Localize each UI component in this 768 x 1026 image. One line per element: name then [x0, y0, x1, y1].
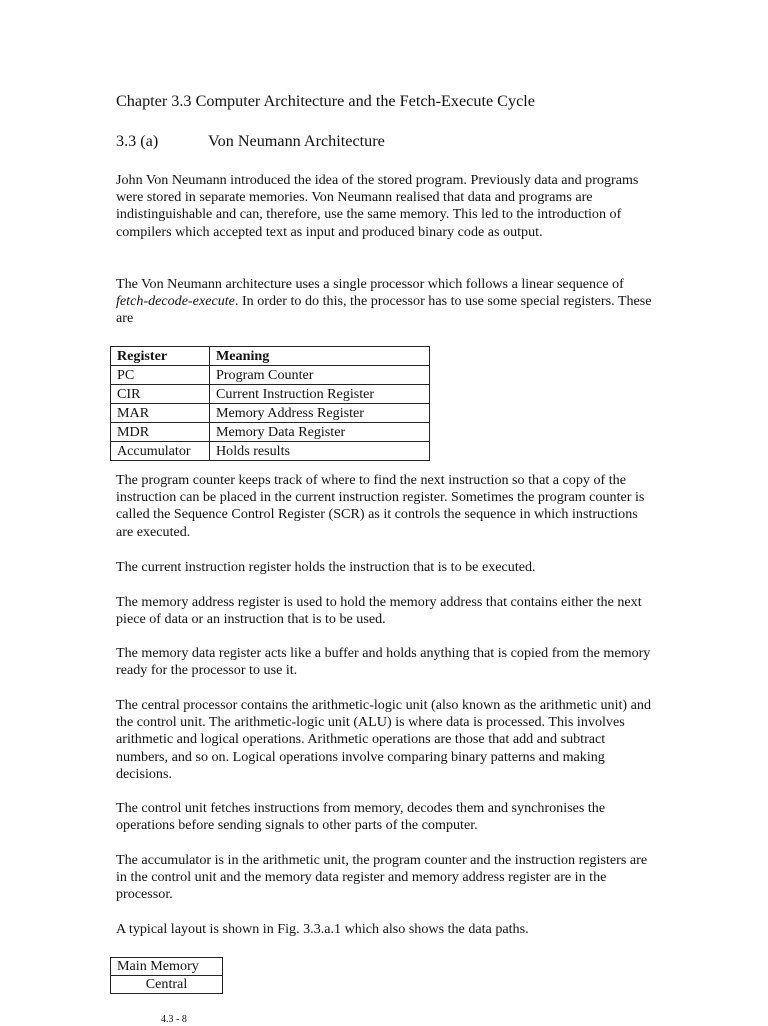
meaning-cell: Current Instruction Register: [210, 385, 430, 404]
paragraph-memory-address-register: The memory address register is used to hold the memory address that contains either the next piece of data or an instruction that is to be used.: [116, 594, 642, 628]
meaning-cell: Memory Data Register: [210, 423, 430, 442]
paragraph-text: . In order to do this, the processor has to use some special registers. These are: [116, 293, 652, 327]
paragraph-stored-program: John Von Neumann introduced the idea of the stored program. Previously data and programs were stored in separate memories. Von Neumann realised that data and programs are indistinguishable and can, therefore, use the same memory. This led to the introduction of compilers which accepted text as input and produced binary code as output.: [116, 172, 639, 240]
paragraph-program-counter: The program counter keeps track of where to find the next instruction so that a copy of the instruction can be placed in the current instruction register. Sometimes the program counter is called the Sequence Control Register (SCR) as it controls the sequence in which instructions are executed.: [116, 472, 645, 540]
table-row: [111, 366, 430, 385]
column-header-meaning: Meaning: [210, 347, 430, 366]
fetch-decode-execute-emphasis: fetch-decode-execute: [116, 293, 235, 310]
section-number: 3.3 (a): [116, 132, 159, 150]
register-cell: MAR: [111, 404, 210, 423]
table-row: [111, 404, 430, 423]
page-number: 4.3 - 8: [161, 1014, 187, 1025]
register-cell: MDR: [111, 423, 210, 442]
meaning-cell: Holds results: [210, 442, 430, 461]
column-header-register: Register: [111, 347, 210, 366]
paragraph-von-neumann-architecture: [116, 276, 656, 328]
architecture-diagram: [110, 957, 223, 994]
meaning-cell: Program Counter: [210, 366, 430, 385]
register-cell: Accumulator: [111, 442, 210, 461]
paragraph-control-unit: The control unit fetches instructions from memory, decodes them and synchronises the operations before sending signals to other parts of the computer.: [116, 800, 606, 834]
central-processor-box: Central: [110, 976, 223, 994]
main-memory-box: Main Memory: [110, 957, 223, 976]
meaning-cell: Memory Address Register: [210, 404, 430, 423]
register-table: [110, 346, 430, 461]
table-row: [111, 442, 430, 461]
register-cell: CIR: [111, 385, 210, 404]
paragraph-central-processor: The central processor contains the arithmetic-logic unit (also known as the arithmetic unit) and the control unit. The arithmetic-logic unit (ALU) is where data is processed. This involves arithmetic and logical operations. Arithmetic operations are those that add and subtract numbers, and so on. Logical operations involve comparing binary patterns and making decisions.: [116, 697, 651, 782]
table-header-row: [111, 347, 430, 366]
paragraph-typical-layout: A typical layout is shown in Fig. 3.3.a.1 which also shows the data paths.: [116, 921, 529, 937]
table-row: [111, 385, 430, 404]
paragraph-accumulator: The accumulator is in the arithmetic unit, the program counter and the instruction registers are in the control unit and the memory data register and memory address register are in the processor.: [116, 852, 648, 903]
section-title: Von Neumann Architecture: [208, 132, 385, 150]
table-row: [111, 423, 430, 442]
paragraph-current-instruction-register: The current instruction register holds the instruction that is to be executed.: [116, 559, 536, 575]
register-cell: PC: [111, 366, 210, 385]
paragraph-memory-data-register: The memory data register acts like a buffer and holds anything that is copied from the memory ready for the processor to use it.: [116, 645, 651, 679]
section-heading: [116, 131, 385, 151]
chapter-title: Chapter 3.3 Computer Architecture and the Fetch-Execute Cycle: [116, 92, 535, 110]
paragraph-text: The Von Neumann architecture uses a single processor which follows a linear sequence of: [116, 276, 624, 292]
